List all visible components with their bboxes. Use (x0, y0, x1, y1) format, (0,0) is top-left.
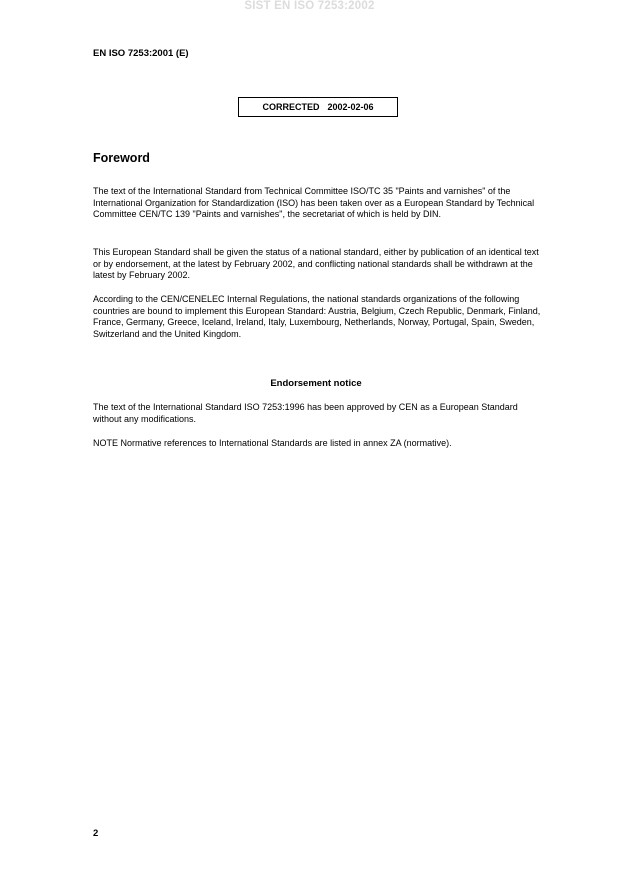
foreword-paragraph-3: According to the CEN/CENELEC Internal Regulations, the national standards organizations of the following countries are bound to implement this European Standard: Austria, Belgium, Czech Republic, Denmark, Finland, France, Germany, Greece, Iceland, Ireland, Italy, Luxembourg, Netherlands, Norway, Portugal, Spain, Sweden, Switzerland and the United Kingdom. (93, 294, 541, 339)
watermark: SIST EN ISO 7253:2002 (244, 0, 375, 12)
foreword-heading: Foreword (93, 151, 150, 165)
corrected-label: CORRECTED (262, 102, 320, 112)
normative-note: NOTE Normative references to International Standards are listed in annex ZA (normative). (93, 438, 452, 448)
foreword-paragraph-2: This European Standard shall be given the status of a national standard, either by publication of an identical text or by endorsement, at the latest by February 2002, and conflicting national standards shall be withdrawn at the latest by February 2002. (93, 247, 539, 281)
foreword-paragraph-1: The text of the International Standard from Technical Committee ISO/TC 35 "Paints and varnishes" of the International Organization for Standardization (ISO) has been taken over as a European Standard by Technical Committee CEN/TC 139 "Paints and varnishes", the secretariat of which is held by DIN. (93, 186, 535, 220)
corrected-notice-box (238, 97, 398, 117)
endorsement-paragraph: The text of the International Standard ISO 7253:1996 has been approved by CEN as a European Standard without any modifications. (93, 402, 518, 424)
endorsement-heading: Endorsement notice (270, 378, 362, 389)
document-id: EN ISO 7253:2001 (E) (93, 48, 189, 59)
page-number: 2 (93, 828, 99, 839)
corrected-date: 2002-02-06 (327, 102, 374, 112)
